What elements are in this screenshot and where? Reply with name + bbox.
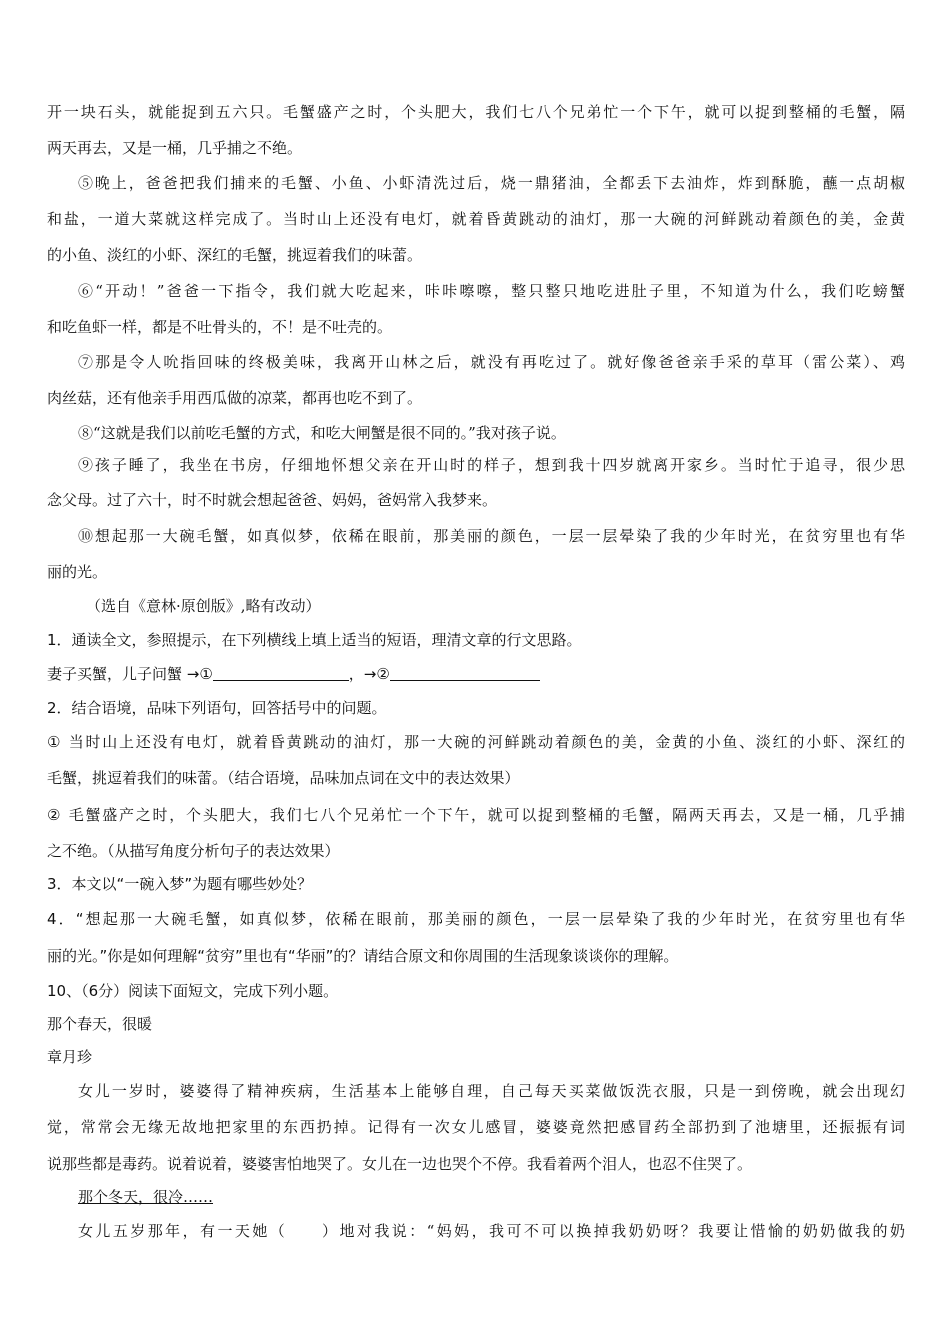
article-line: 觉，常常会无缘无故地把家里的东西扔掉。记得有一次女儿感冒，婆婆竟然把感冒药全部扔到了池塘里，还振振有词: [47, 1118, 905, 1136]
answer-blank-2[interactable]: [390, 666, 540, 681]
article-paragraph-2: 女儿五岁那年，有一天她（ ）地对我说：“妈妈，我可不可以换掉我奶奶呀？我要让惜愉的奶奶做我的奶: [78, 1222, 905, 1240]
passage-line: 的小鱼、淡红的小虾、深红的毛蟹，挑逗着我们的味蕾。: [47, 246, 423, 264]
question-4: 4．“想起那一大碗毛蟹，如真似梦，依稀在眼前，那美丽的颜色，一层一层晕染了我的少年时光，在贫穷里也有华: [47, 910, 905, 928]
question-2-item-1-cont: 毛蟹，挑逗着我们的味蕾。（结合语境，品味加点词在文中的表达效果）: [47, 769, 520, 787]
paragraph-8: ⑧“这就是我们以前吃毛蟹的方式，和吃大闸蟹是很不同的。”我对孩子说。: [78, 424, 566, 442]
paragraph-10: ⑩想起那一大碗毛蟹，如真似梦，依稀在眼前，那美丽的颜色，一层一层晕染了我的少年时光，在贫穷里也有华: [78, 527, 905, 545]
paragraph-5: ⑤晚上，爸爸把我们捕来的毛蟹、小鱼、小虾清洗过后，烧一鼎猪油，全都丢下去油炸，炸到酥脆，蘸一点胡椒: [78, 174, 905, 192]
question-2-item-1: ① 当时山上还没有电灯，就着昏黄跳动的油灯，那一大碗的河鲜跳动着颜色的美，金黄的小鱼、淡红的小虾、深红的: [47, 733, 905, 751]
article-paragraph-1: 女儿一岁时，婆婆得了精神疾病，生活基本上能够自理，自己每天买菜做饭洗衣服，只是一到傍晚，就会出现幻: [78, 1082, 905, 1100]
passage-line: 和盐，一道大菜就这样完成了。当时山上还没有电灯，就着昏黄跳动的油灯，那一大碗的河鲜跳动着颜色的美，金黄: [47, 210, 905, 228]
paragraph-6: ⑥“开动！”爸爸一下指令，我们就大吃起来，咔咔嚓嚓，整只整只地吃进肚子里，不知道为什么，我们吃螃蟹: [78, 282, 905, 300]
article-line: 说那些都是毒药。说着说着，婆婆害怕地哭了。女儿在一边也哭个不停。我看着两个泪人，也忍不住哭了。: [47, 1155, 753, 1173]
article-title: 那个春天，很暖: [47, 1015, 153, 1033]
question-2-item-2-cont: 之不绝。（从描写角度分析句子的表达效果）: [47, 842, 340, 860]
article-author: 章月珍: [47, 1048, 93, 1066]
question-2-item-2: ② 毛蟹盛产之时，个头肥大，我们七八个兄弟忙一个下午，就可以捉到整桶的毛蟹，隔两天再去，又是一桶，几乎捕: [47, 806, 905, 824]
hint-prefix: 妻子买蟹，儿子问蟹 →①: [47, 665, 213, 683]
answer-blank-1[interactable]: [213, 666, 349, 681]
question-1-hint: [47, 664, 905, 684]
question-1: 1．通读全文，参照提示，在下列横线上填上适当的短语，理清文章的行文思路。: [47, 631, 582, 649]
paragraph-7: ⑦那是令人吮指回味的终极美味，我离开山林之后，就没有再吃过了。就好像爸爸亲手采的草耳（雷公菜）、鸡: [78, 353, 905, 371]
paragraph-9: ⑨孩子睡了，我坐在书房，仔细地怀想父亲在开山时的样子，想到我十四岁就离开家乡。当时忙于追寻，很少思: [78, 456, 905, 474]
article-subheading: 那个冬天，很冷……: [78, 1188, 214, 1206]
passage-line: 和吃鱼虾一样，都是不吐骨头的，不！是不吐壳的。: [47, 318, 393, 336]
question-3: 3．本文以“一碗入梦”为题有哪些妙处？: [47, 875, 313, 893]
question-2: 2．结合语境，品味下列语句，回答括号中的问题。: [47, 699, 387, 717]
passage-line: 丽的光。: [47, 563, 108, 581]
passage-line: 开一块石头，就能捉到五六只。毛蟹盛产之时，个头肥大，我们七八个兄弟忙一个下午，就可以捉到整桶的毛蟹，隔: [47, 103, 905, 121]
hint-mid: ，→②: [348, 665, 390, 683]
source-citation: （选自《意林·原创版》,略有改动）: [86, 597, 321, 615]
section-10-heading: 10、（6分）阅读下面短文，完成下列小题。: [47, 982, 339, 1000]
question-4-cont: 丽的光。”你是如何理解“贫穷”里也有“华丽”的？请结合原文和你周围的生活现象谈谈你的理解。: [47, 947, 679, 965]
passage-line: 念父母。过了六十，时不时就会想起爸爸、妈妈，爸妈常入我梦来。: [47, 491, 498, 509]
passage-line: 两天再去，又是一桶，几乎捕之不绝。: [47, 139, 303, 157]
passage-line: 肉丝菇，还有他亲手用西瓜做的凉菜，都再也吃不到了。: [47, 389, 423, 407]
